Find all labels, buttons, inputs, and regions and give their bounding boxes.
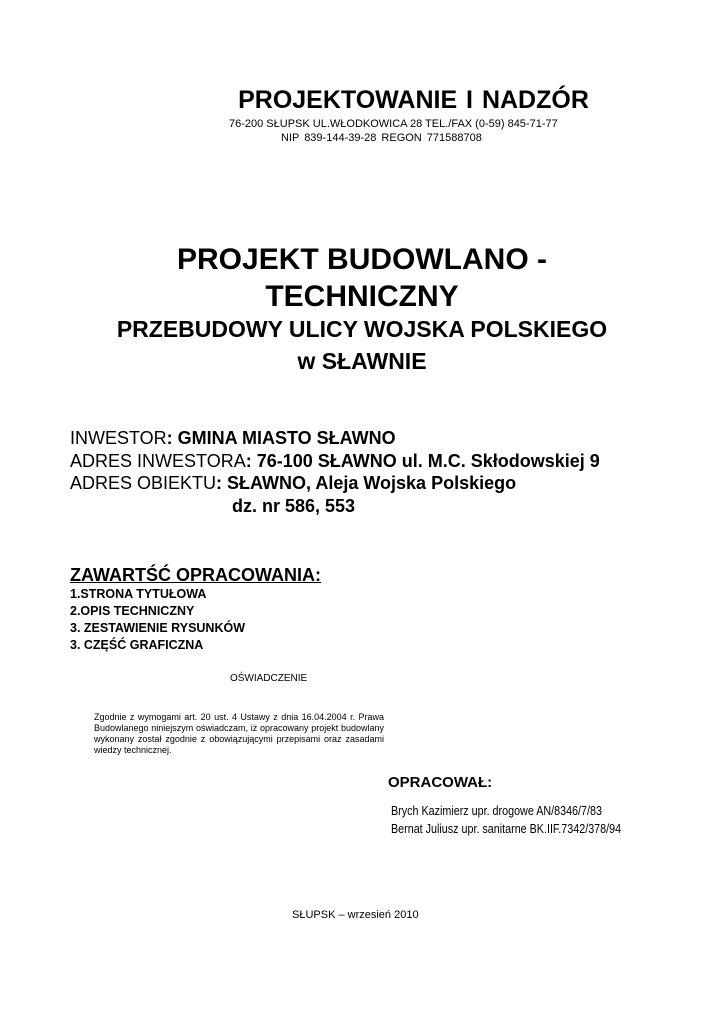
project-subtitle-line-2: w SŁAWNIE [297, 348, 427, 374]
prepared-by-heading: OPRACOWAŁ: [388, 774, 493, 791]
investor-address-row [70, 451, 600, 472]
object-address-label: ADRES OBIEKTU [70, 473, 217, 493]
contents-item: 1.STRONA TYTUŁOWA [70, 587, 207, 601]
firm-tax-ids: NIP 839-144-39-28 REGON 771588708 [281, 132, 482, 144]
investor-value: : GMINA MIASTO SŁAWNO [166, 428, 396, 448]
preparer-entry: Brych Kazimierz upr. drogowe AN/8346/7/83 [391, 804, 602, 818]
preparer-entry: Bernat Juliusz upr. sanitarne BK.IIF.7342/378/94 [391, 822, 622, 836]
firm-address: 76-200 SŁUPSK UL.WŁODKOWICA 28 TEL./FAX (0-59) 845-71-77 [229, 118, 558, 130]
contents-item: 3. CZĘŚĆ GRAFICZNA [70, 638, 204, 652]
investor-label: INWESTOR [70, 428, 167, 448]
contents-item: 2.OPIS TECHNICZNY [70, 604, 195, 618]
firm-name: PROJEKTOWANIE I NADZÓR [238, 86, 589, 114]
contents-heading: ZAWARTŚĆ OPRACOWANIA: [70, 565, 321, 585]
project-subtitle-line-1: PRZEBUDOWY ULICY WOJSKA POLSKIEGO [116, 316, 608, 342]
place-and-date: SŁUPSK – wrzesień 2010 [292, 909, 419, 921]
contents-item: 3. ZESTAWIENIE RYSUNKÓW [70, 621, 246, 635]
object-address-row [70, 473, 516, 494]
investor-row [70, 428, 396, 449]
project-title-line-1: PROJEKT BUDOWLANO - [177, 243, 547, 276]
investor-address-label: ADRES INWESTORA [70, 451, 246, 471]
plot-numbers: dz. nr 586, 553 [232, 496, 356, 516]
declaration-heading: OŚWIADCZENIE [230, 673, 308, 684]
project-title-line-2: TECHNICZNY [265, 280, 459, 313]
investor-address-value: : 76-100 SŁAWNO ul. M.C. Skłodowskiej 9 [245, 451, 600, 471]
declaration-text: Zgodnie z wymogami art. 20 ust. 4 Ustawy z dnia 16.04.2004 r. Prawa Budowlanego niniejszym oświadczam, iż opracowany projekt budowlany wykonany został zgodnie z obowiązującymi przepisami oraz zasadami wiedzy technicznej. [94, 712, 384, 755]
object-address-value: : SŁAWNO, Aleja Wojska Polskiego [216, 473, 517, 493]
